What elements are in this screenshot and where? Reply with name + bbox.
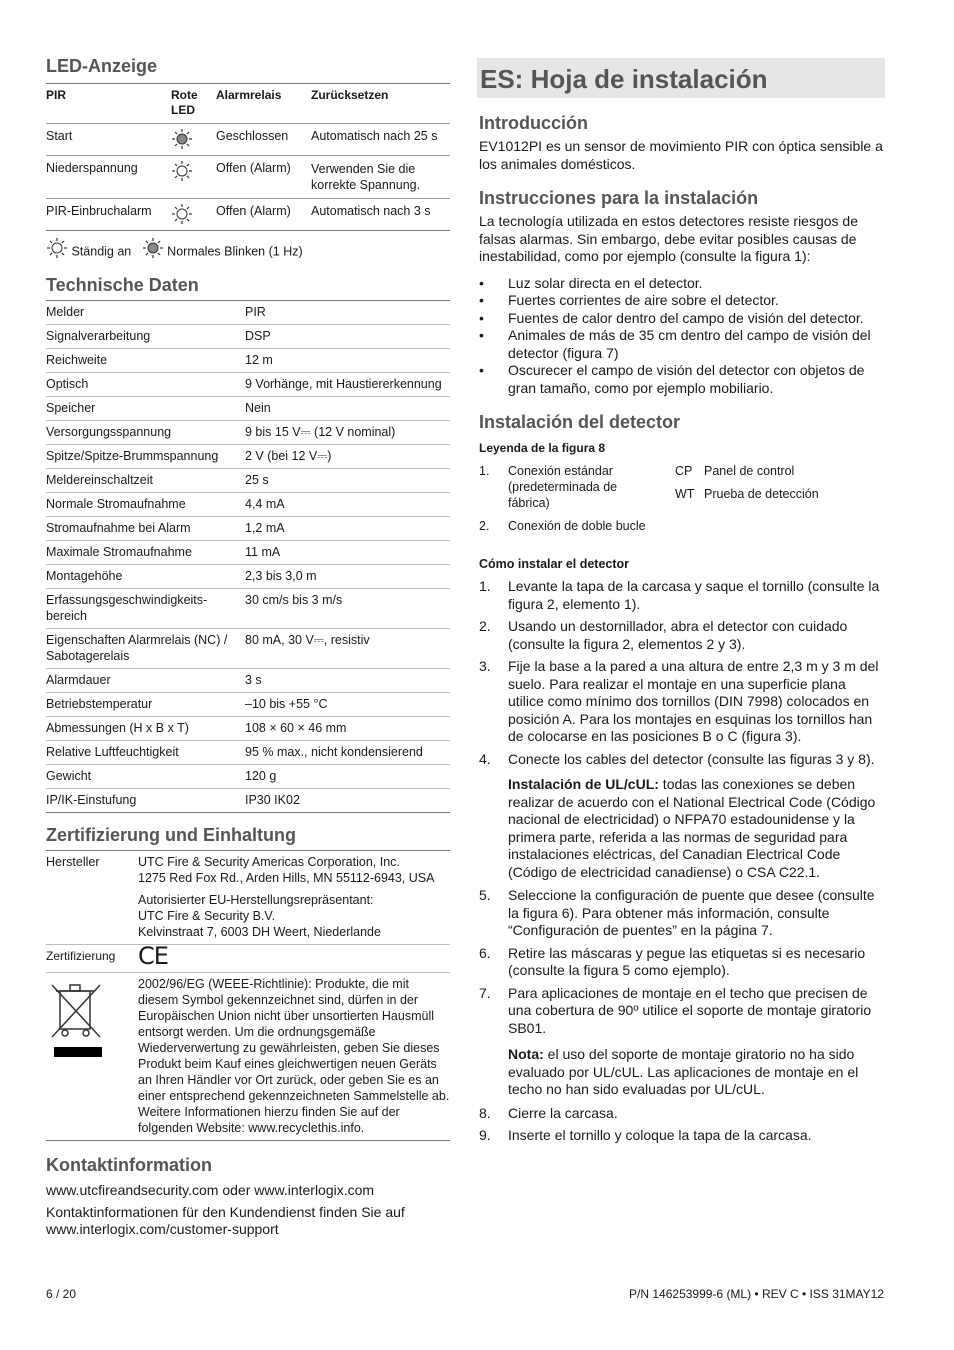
left-column: [46, 56, 450, 1239]
spec-label: Optisch: [46, 373, 245, 397]
spec-value: 12 m: [245, 349, 450, 373]
led-blink-icon: [171, 124, 216, 156]
table-row: [46, 693, 450, 717]
step-text: Conecte los cables del detector (consulte las figuras 3 y 8).: [508, 750, 875, 767]
eu-rep-line: UTC Fire & Security B.V.: [138, 909, 276, 923]
spec-label: Eigenschaften Alarmrelais (NC) / Sabotagerelais: [46, 629, 245, 669]
step-text: Inserte el tornillo y coloque la tapa de la carcasa.: [508, 1127, 812, 1143]
table-row: [46, 973, 450, 1141]
spec-label: Spitze/Spitze-Brummspannung: [46, 445, 245, 469]
spec-label: Abmessungen (H x B x T): [46, 717, 245, 741]
step-text: Levante la tapa de la carcasa y saque el tornillo (consulte la figura 2, elemento 1).: [508, 578, 880, 612]
led-steady-icon: [171, 199, 216, 231]
list-item: [479, 887, 885, 940]
eu-rep-line: Autorisierter EU-Herstellungsrepräsentant:: [138, 893, 374, 907]
led-table-header: [46, 84, 450, 124]
table-row: [46, 517, 450, 541]
list-item: [479, 751, 885, 769]
spec-label: Speicher: [46, 397, 245, 421]
legend-key: WT: [675, 487, 695, 501]
page-number: 6 / 20: [46, 1287, 77, 1301]
steps-list: [479, 887, 885, 1037]
table-row: [46, 156, 450, 199]
weee-text: 2002/96/EG (WEEE-Richtlinie): Produkte, die mit diesem Symbol gekennzeichnet sind, dürfen in der Europäischen Union nicht über unsortierten Hausmüll entsorgt werden. Um die ordnungsgemäße Wiederverwertung zu gewährleisten, geben Sie dieses Produkt beim Kauf eines gleichwertigen neuen Geräts an Ihren Händler vor Ort zurück, oder geben Sie es an einer entsprechend gekennzeichneten Sammelstelle ab. Weitere Informationen hierzu finden Sie auf der folgenden Website: www.recyclethis.info.: [138, 977, 450, 1135]
instructions-list: [479, 275, 885, 398]
steady-icon: [46, 237, 68, 259]
spec-label: Versorgungsspannung: [46, 421, 245, 445]
howto-title: Cómo instalar el detector: [479, 557, 630, 571]
step-text: Usando un destornillador, abra el detector con cuidado (consulte la figura 2, elementos 2 y 3).: [508, 618, 848, 652]
spec-value: 2 V (bei 12 V⎓): [245, 445, 450, 469]
figure-legend-title: Leyenda de la figura 8: [479, 441, 606, 455]
list-item: [479, 618, 885, 653]
legend-item: Conexión estándar (predeterminada de fábrica): [508, 464, 618, 510]
table-row: [46, 541, 450, 565]
step-number: 5.: [479, 887, 491, 903]
bullet-marker: •: [479, 327, 484, 343]
instructions-text: La tecnología utilizada en estos detectores resiste riesgos de falsas alarmas. Sin embargo, debe evitar posibles causas de inestabilidad, como por ejemplo (consulte la figura 1):: [479, 213, 859, 264]
legend-item: Conexión de doble bucle: [508, 519, 646, 533]
list-item: [479, 1127, 885, 1145]
table-row: [46, 589, 450, 629]
spec-value: 95 % max., nicht kondensierend: [245, 741, 450, 765]
spec-label: Maximale Stromaufnahme: [46, 541, 245, 565]
step-number: 3.: [479, 658, 491, 674]
led-section-title: LED-Anzeige: [46, 56, 158, 76]
cert-label: Zertifizierung: [46, 949, 116, 963]
spec-value: IP30 IK02: [245, 789, 450, 813]
spec-value: Nein: [245, 397, 450, 421]
led-cell-relay: Offen (Alarm): [216, 161, 291, 175]
spec-value: 80 mA, 30 V⎓, resistiv: [245, 629, 450, 669]
table-row: [46, 199, 450, 231]
list-item: [479, 578, 885, 613]
table-row: [46, 765, 450, 789]
list-item: [479, 658, 885, 746]
list-item: [479, 310, 885, 328]
table-row: [46, 493, 450, 517]
cert-manufacturer-label: Hersteller: [46, 855, 100, 869]
spec-value: 11 mA: [245, 541, 450, 565]
spec-label: Normale Stromaufnahme: [46, 493, 245, 517]
contact-section-title: Kontaktinformation: [46, 1155, 212, 1175]
spec-value: 120 g: [245, 765, 450, 789]
spec-value: –10 bis +55 °C: [245, 693, 450, 717]
led-cell-relay: Geschlossen: [216, 129, 289, 143]
table-row: [46, 325, 450, 349]
bullet-text: Fuentes de calor dentro del campo de visión del detector.: [508, 309, 864, 326]
table-row: [46, 445, 450, 469]
led-cell-reset: Verwenden Sie die korrekte Spannung.: [311, 162, 421, 192]
figure-legend: [479, 463, 885, 534]
ul-note: Instalación de UL/cUL: todas las conexiones se deben realizar de acuerdo con el National Electrical Code (Código nacional de electricidad) o NFPA70 estadounidense y la primera parte, referida a las normas de seguridad para instalaciones eléctricas, del Canadian Electrical Code (Código de electricidad canadiense) o CSA C22.1.: [508, 776, 876, 880]
table-row: [46, 373, 450, 397]
spec-value: 3 s: [245, 669, 450, 693]
step-number: 1.: [479, 578, 491, 594]
step-number: 4.: [479, 750, 491, 767]
legend-num: 2.: [479, 519, 490, 533]
table-row: [46, 741, 450, 765]
spec-label: IP/IK-Einstufung: [46, 789, 245, 813]
led-legend: [46, 237, 450, 263]
table-row: [46, 851, 450, 945]
step-text: Fije la base a la pared a una altura de entre 2,3 m y 3 m del suelo. Para realizar el montaje en una superficie plana utilice como mínimo dos tornillos (DIN 7998) colocados en posición A. Para los montajes en esquinas los tornillos han de colocarse en las posiciones B o C (figura 3).: [508, 658, 879, 744]
table-row: [46, 717, 450, 741]
bullet-text: Oscurecer el campo de visión del detector con objetos de gran tamaño, como por ejemplo mobiliario.: [508, 362, 865, 396]
manufacturer-line: 1275 Red Fox Rd., Arden Hills, MN 55112-6943, USA: [138, 871, 435, 885]
spec-value: 25 s: [245, 469, 450, 493]
manufacturer-line: UTC Fire & Security Americas Corporation, Inc.: [138, 855, 400, 869]
led-cell-relay: Offen (Alarm): [216, 204, 291, 218]
led-cell-reset: Automatisch nach 3 s: [311, 204, 431, 218]
cert-section-title: Zertifizierung und Einhaltung: [46, 825, 296, 845]
list-item: [479, 275, 885, 293]
legend-item: Prueba de detección: [704, 487, 819, 501]
led-header-led: Rote LED: [171, 88, 198, 117]
list-item: [479, 362, 885, 397]
list-item: [479, 292, 885, 310]
list-item: [479, 327, 885, 362]
spec-label: Gewicht: [46, 765, 245, 789]
steps-list: [479, 578, 885, 768]
list-item: [479, 945, 885, 980]
legend-num: 1.: [479, 464, 490, 478]
bullet-marker: •: [479, 274, 484, 291]
detector-install-title: Instalación del detector: [479, 412, 681, 432]
table-row: [46, 789, 450, 813]
bullet-text: Animales de más de 35 cm dentro del campo de visión del detector (figura 7): [508, 327, 871, 361]
spec-label: Melder: [46, 301, 245, 325]
legend-steady-label: Ständig an: [71, 244, 132, 259]
list-item: [479, 985, 885, 1038]
spec-label: Montagehöhe: [46, 565, 245, 589]
spec-value: 9 Vorhänge, mit Haustiererkennung: [245, 373, 450, 397]
table-row: [46, 301, 450, 325]
tech-section-title: Technische Daten: [46, 275, 199, 295]
table-row: [46, 669, 450, 693]
spec-value: PIR: [245, 301, 450, 325]
intro-title: Introducción: [479, 113, 588, 133]
step-text: Seleccione la configuración de puente que desee (consulte la figura 6). Para obtener más información, consulte “Configuración de puentes” en la página 7.: [508, 887, 875, 938]
spec-label: Meldereinschaltzeit: [46, 469, 245, 493]
step-number: 8.: [479, 1104, 491, 1121]
part-number: P/N 146253999-6 (ML) • REV C • ISS 31MAY12: [629, 1287, 884, 1301]
led-header-pir: PIR: [46, 88, 67, 102]
bullet-text: Luz solar directa en el detector.: [508, 274, 703, 291]
spec-label: Signalverarbeitung: [46, 325, 245, 349]
cert-table: [46, 850, 450, 1141]
led-header-reset: Zurücksetzen: [311, 88, 389, 102]
step-text: Retire las máscaras y pegue las etiquetas si es necesario (consulte la figura 5 como ejemplo).: [508, 944, 866, 978]
led-steady-icon: [171, 156, 216, 199]
table-row: [46, 629, 450, 669]
spec-label: Stromaufnahme bei Alarm: [46, 517, 245, 541]
legend-key: CP: [675, 464, 693, 478]
steps-list: [479, 1105, 885, 1145]
step-number: 6.: [479, 944, 491, 961]
spec-value: 2,3 bis 3,0 m: [245, 565, 450, 589]
step-text: Para aplicaciones de montaje en el techo que precisen de una cobertura de 90º utilice el soporte de montaje giratorio SB01.: [508, 984, 872, 1036]
led-header-relay: Alarmrelais: [216, 88, 282, 102]
table-row: [46, 349, 450, 373]
bullet-marker: •: [479, 362, 484, 378]
intro-text: EV1012PI es un sensor de movimiento PIR con óptica sensible a los animales domésticos.: [479, 138, 883, 172]
table-row: [46, 945, 450, 973]
spec-value: 4,4 mA: [245, 493, 450, 517]
led-cell-pir: PIR-Einbruchalarm: [46, 204, 152, 218]
spec-value: 108 × 60 × 46 mm: [245, 717, 450, 741]
note: Nota: el uso del soporte de montaje giratorio no ha sido evaluado por UL/cUL. Las aplicaciones de montaje en el techo no han sido evaluadas por UL/cUL.: [508, 1046, 859, 1097]
contact-support: Kontaktinformationen für den Kundendienst finden Sie auf www.interlogix.com/customer-support: [46, 1203, 405, 1237]
led-cell-pir: Start: [46, 129, 73, 143]
list-item: [479, 1105, 885, 1123]
table-row: [46, 397, 450, 421]
step-number: 7.: [479, 984, 491, 1001]
step-number: 2.: [479, 618, 491, 634]
contact-websites: www.utcfireandsecurity.com oder www.interlogix.com: [46, 1182, 375, 1198]
spec-value: DSP: [245, 325, 450, 349]
cert-manufacturer: [138, 851, 450, 945]
eu-rep-line: Kelvinstraat 7, 6003 DH Weert, Niederlande: [138, 925, 381, 939]
weee-icon: [46, 973, 138, 1141]
spec-label: Relative Luftfeuchtigkeit: [46, 741, 245, 765]
led-cell-pir: Niederspannung: [46, 161, 138, 175]
spec-value: 1,2 mA: [245, 517, 450, 541]
led-table: [46, 83, 450, 231]
bullet-text: Fuertes corrientes de aire sobre el detector.: [508, 292, 779, 308]
legend-item: Panel de control: [704, 464, 795, 478]
spec-value: 30 cm/s bis 3 m/s: [245, 589, 450, 629]
page-title: ES: Hoja de instalación: [477, 58, 885, 98]
right-column: [477, 58, 885, 1150]
ce-mark-icon: CE: [138, 942, 168, 970]
table-row: [46, 421, 450, 445]
spec-value: 9 bis 15 V⎓ (12 V nominal): [245, 421, 450, 445]
bullet-marker: •: [479, 292, 484, 308]
table-row: [46, 565, 450, 589]
spec-label: Erfassungsgeschwindigkeits-bereich: [46, 589, 245, 629]
step-number: 9.: [479, 1127, 491, 1143]
spec-label: Betriebstemperatur: [46, 693, 245, 717]
spec-label: Reichweite: [46, 349, 245, 373]
table-row: [46, 469, 450, 493]
table-row: [46, 124, 450, 156]
tech-table: [46, 300, 450, 813]
blink-icon: [142, 237, 164, 259]
step-text: Cierre la carcasa.: [508, 1104, 618, 1121]
bullet-marker: •: [479, 309, 484, 326]
led-cell-reset: Automatisch nach 25 s: [311, 129, 438, 143]
legend-blink-label: Normales Blinken (1 Hz): [167, 244, 303, 259]
spec-label: Alarmdauer: [46, 669, 245, 693]
instructions-title: Instrucciones para la instalación: [479, 188, 759, 208]
